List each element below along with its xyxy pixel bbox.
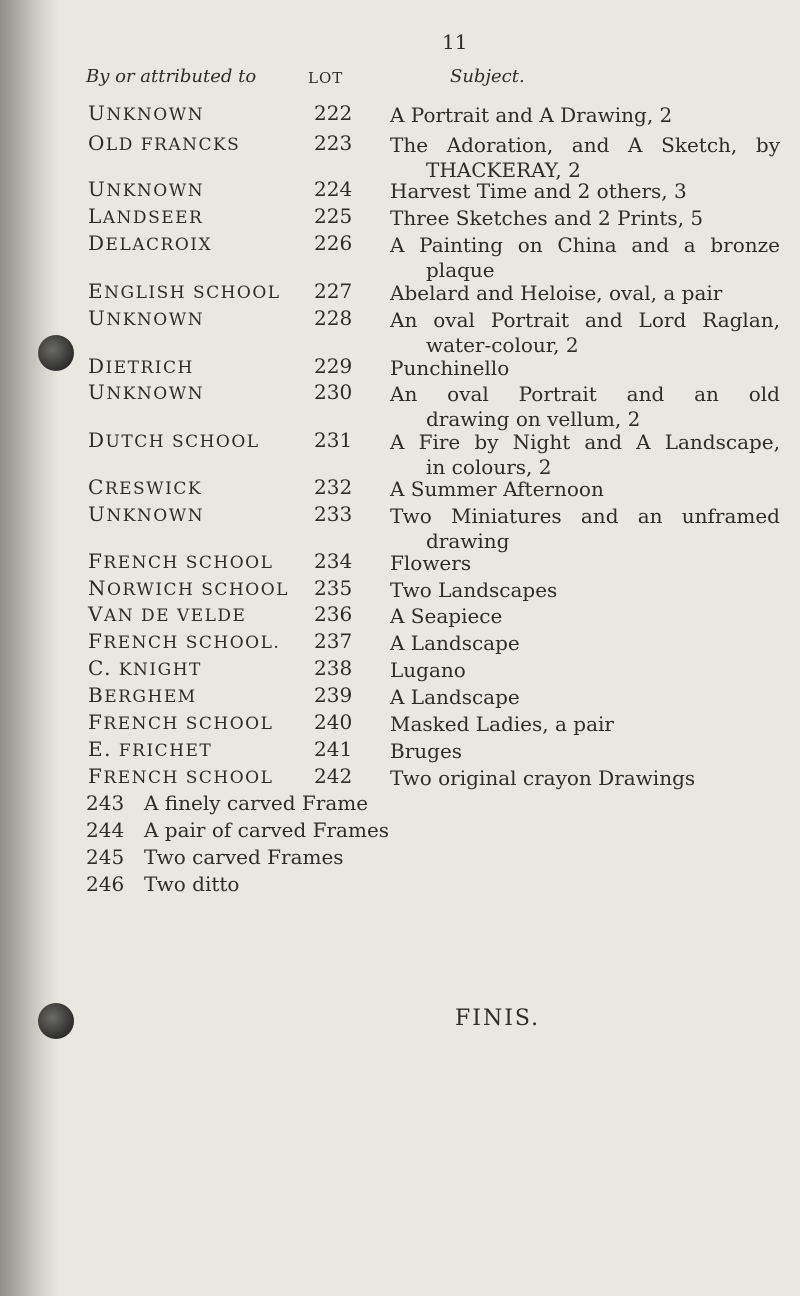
lot-number: 226 <box>314 231 353 255</box>
artist-name: VAN DE VELDE <box>88 602 247 626</box>
lot-number: 246 <box>86 872 125 896</box>
frame-row <box>86 818 389 842</box>
frame-row <box>86 872 239 896</box>
subject-text: Abelard and Heloise, oval, a pair <box>390 281 723 305</box>
lot-number: 244 <box>86 818 125 842</box>
artist-name: ENGLISH SCHOOL <box>88 279 281 303</box>
artist-name: OLD FRANCKS <box>88 131 241 155</box>
table-row <box>0 380 800 431</box>
table-row <box>0 177 800 207</box>
artist-name: C. KNIGHT <box>88 656 202 680</box>
lot-number: 239 <box>314 683 353 707</box>
lot-number: 230 <box>314 380 353 404</box>
table-row <box>0 475 800 505</box>
lot-number: 224 <box>314 177 353 201</box>
artist-name: FRENCH SCHOOL <box>88 549 274 573</box>
table-row <box>0 656 800 686</box>
lot-number: 240 <box>314 710 353 734</box>
header-lot: LOT <box>308 69 344 87</box>
subject-continuation: plaque <box>426 258 495 282</box>
table-row <box>0 131 800 182</box>
artist-name: UNKNOWN <box>88 380 205 404</box>
subject-text: Masked Ladies, a pair <box>390 712 614 736</box>
frame-description: A finely carved Frame <box>144 791 369 815</box>
subject-continuation: in colours, 2 <box>426 455 552 479</box>
header-artist: By or attributed to <box>86 66 257 87</box>
lot-number: 234 <box>314 549 353 573</box>
subject-text: Punchinello <box>390 356 510 380</box>
table-row <box>0 428 800 479</box>
subject-continuation: drawing on vellum, 2 <box>426 407 641 431</box>
table-row <box>0 602 800 632</box>
artist-name: FRENCH SCHOOL. <box>88 629 281 653</box>
subject-text: Two Miniatures and an unframed <box>390 504 780 528</box>
artist-name: NORWICH SCHOOL <box>88 576 289 600</box>
artist-name: CRESWICK <box>88 475 203 499</box>
subject-text: A Seapiece <box>390 604 503 628</box>
subject-text: An oval Portrait and an old <box>390 382 780 406</box>
frame-row <box>86 791 368 815</box>
lot-number: 225 <box>314 204 353 228</box>
artist-name: UNKNOWN <box>88 306 205 330</box>
subject-text: A Landscape <box>390 631 520 655</box>
lot-number: 241 <box>314 737 353 761</box>
lot-number: 242 <box>314 764 353 788</box>
artist-name: DUTCH SCHOOL <box>88 428 260 452</box>
artist-name: FRENCH SCHOOL <box>88 764 274 788</box>
subject-text: Lugano <box>390 658 466 682</box>
frame-description: A pair of carved Frames <box>144 818 390 842</box>
lot-number: 231 <box>314 428 353 452</box>
subject-text: Two Landscapes <box>390 578 558 602</box>
artist-name: FRENCH SCHOOL <box>88 710 274 734</box>
lot-number: 237 <box>314 629 353 653</box>
subject-text: An oval Portrait and Lord Raglan, <box>390 308 780 332</box>
artist-name: UNKNOWN <box>88 101 205 125</box>
artist-name: UNKNOWN <box>88 177 205 201</box>
subject-text: Bruges <box>390 739 463 763</box>
subject-text: A Fire by Night and A Landscape, <box>390 430 780 454</box>
lot-number: 222 <box>314 101 353 125</box>
artist-name: BERGHEM <box>88 683 197 707</box>
lot-number: 235 <box>314 576 353 600</box>
subject-text: Three Sketches and 2 Prints, 5 <box>390 206 704 230</box>
subject-text: A Landscape <box>390 685 520 709</box>
subject-text: A Summer Afternoon <box>390 477 604 501</box>
subject-text: A Painting on China and a bronze <box>390 233 780 257</box>
table-row <box>0 279 800 309</box>
subject-continuation: THACKERAY, 2 <box>426 158 581 182</box>
table-row <box>0 502 800 553</box>
binding-hole <box>38 1003 74 1039</box>
table-row <box>0 764 800 794</box>
frame-description: Two ditto <box>144 872 240 896</box>
lot-number: 229 <box>314 354 353 378</box>
table-row <box>0 549 800 579</box>
lot-number: 223 <box>314 131 353 155</box>
table-row <box>0 231 800 282</box>
finis: FINIS. <box>455 1006 541 1031</box>
frame-description: Two carved Frames <box>144 845 344 869</box>
frame-row <box>86 845 344 869</box>
table-row <box>0 683 800 713</box>
lot-number: 228 <box>314 306 353 330</box>
artist-name: DELACROIX <box>88 231 213 255</box>
table-row <box>0 737 800 767</box>
subject-continuation: drawing <box>426 529 510 553</box>
lot-number: 243 <box>86 791 125 815</box>
subject-text: Harvest Time and 2 others, 3 <box>390 179 687 203</box>
artist-name: UNKNOWN <box>88 502 205 526</box>
table-row <box>0 306 800 357</box>
subject-text: Flowers <box>390 551 472 575</box>
lot-number: 236 <box>314 602 353 626</box>
lot-number: 232 <box>314 475 353 499</box>
lot-number: 233 <box>314 502 353 526</box>
lot-number: 238 <box>314 656 353 680</box>
subject-continuation: water-colour, 2 <box>426 333 579 357</box>
subject-text: The Adoration, and A Sketch, by <box>390 133 780 157</box>
table-row <box>0 629 800 659</box>
table-row <box>0 710 800 740</box>
subject-text: Two original crayon Drawings <box>390 766 696 790</box>
artist-name: LANDSEER <box>88 204 204 228</box>
page-number: 11 <box>442 30 468 54</box>
artist-name: E. FRICHET <box>88 737 213 761</box>
lot-number: 245 <box>86 845 125 869</box>
artist-name: DIETRICH <box>88 354 194 378</box>
header-subject: Subject. <box>450 66 525 87</box>
table-row <box>0 101 800 131</box>
table-row <box>0 204 800 234</box>
lot-number: 227 <box>314 279 353 303</box>
subject-text: A Portrait and A Drawing, 2 <box>390 103 673 127</box>
